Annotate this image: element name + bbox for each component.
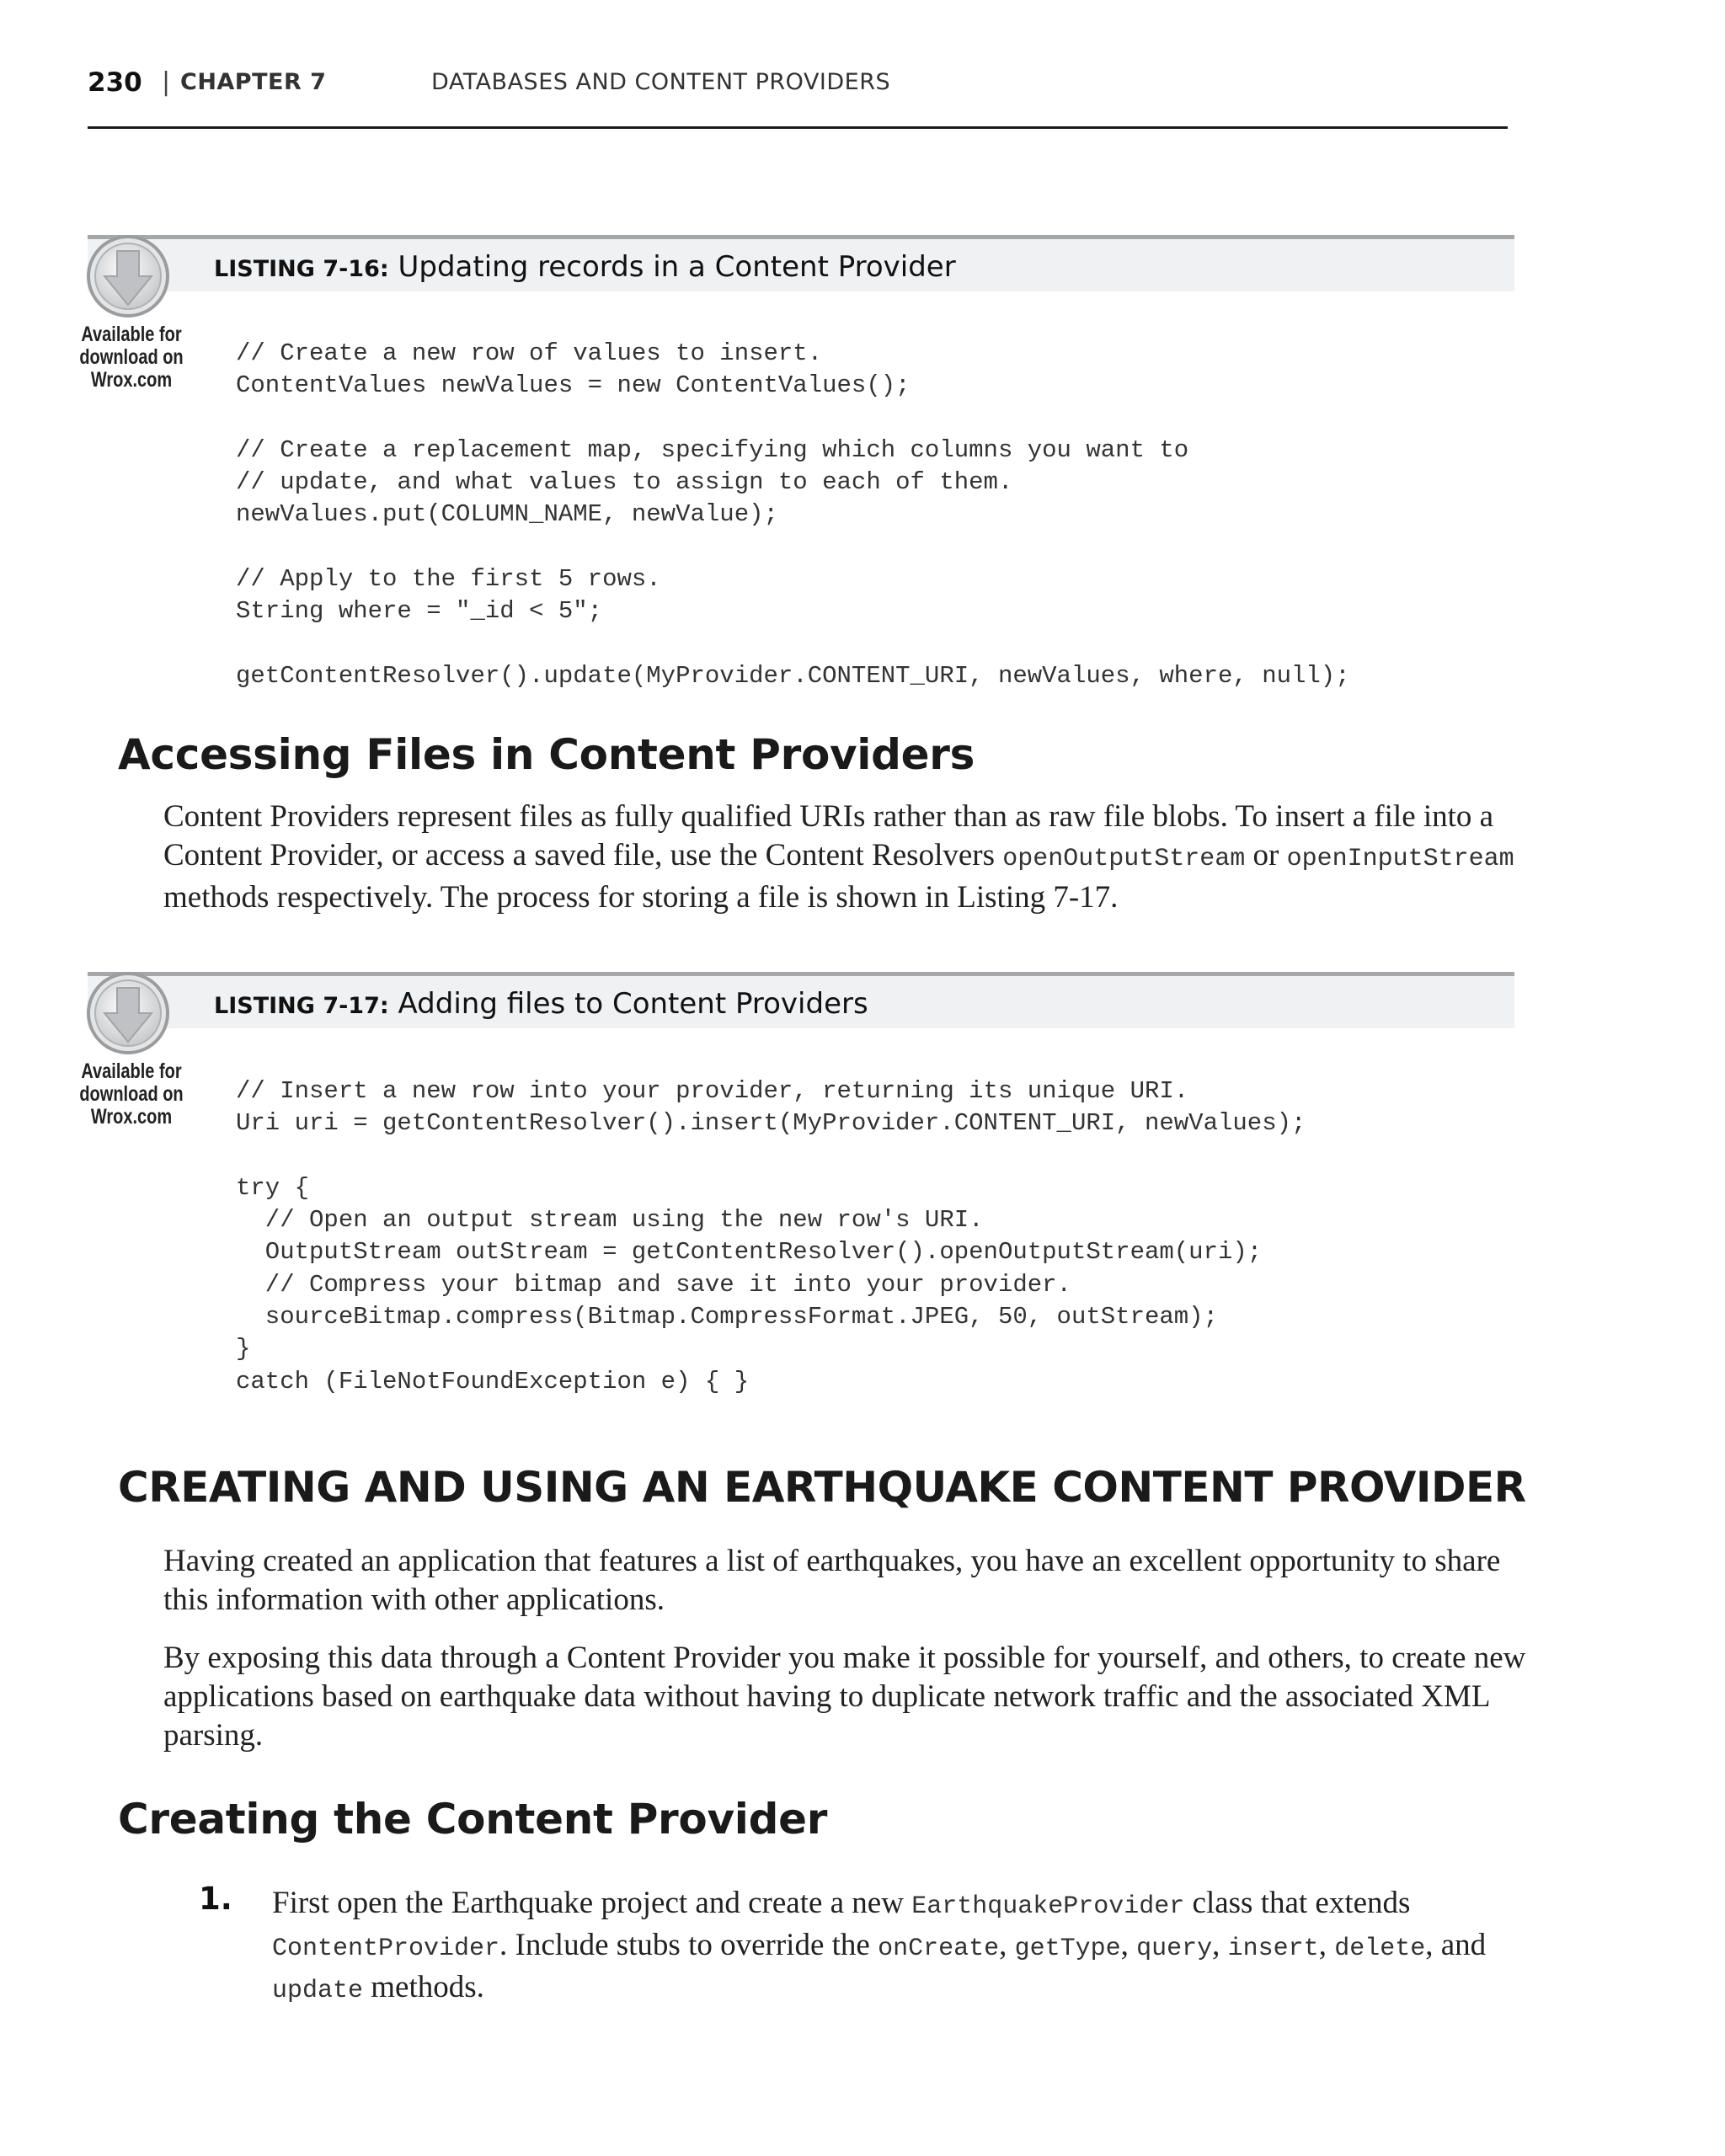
listing-header-7-17 xyxy=(88,972,1514,1028)
download-badge-line: Wrox.com xyxy=(90,1105,173,1129)
header-separator: | xyxy=(162,67,171,97)
paragraph-earthquake-1: Having created an application that features a list of earthquakes, you have an excellent opportunity to share this information with other applications. xyxy=(163,1544,1501,1617)
section-heading-earthquake: CREATING AND USING AN EARTHQUAKE CONTENT PROVIDER xyxy=(118,1463,1526,1512)
listing-number: LISTING 7-17: xyxy=(214,993,389,1019)
listing-title: Adding files to Content Providers xyxy=(398,987,868,1021)
inline-code: onCreate xyxy=(878,1935,1000,1963)
step-number: 1. xyxy=(199,1881,232,1917)
code-listing-7-17: // Insert a new row into your provider, returning its unique URI. Uri uri = getContentResolver().insert(MyProvider.CONTENT_URI, newValues); try { // Open an output stream using the new row's URI. OutputStream outStream = getContentResolver().openOutputStream(uri); // Compress your bitmap and save it into your provider. sourceBitmap.compress(Bitmap.CompressFormat.JPEG, 50, outStream); } catch (FileNotFoundException e) { } xyxy=(236,1077,1306,1396)
paragraph-earthquake-2: By exposing this data through a Content Provider you make it possible for yourself, and others, to create new applications based on earthquake data without having to duplicate network traffic and the associated XML parsing. xyxy=(163,1641,1526,1753)
paragraph-accessing-files: Content Providers represent files as fully qualified URIs rather than as raw file blobs. To insert a file into a Content Provider, or access a saved file, use the Content Resolvers openOutputStream or openInputStream methods respectively. The process for storing a file is shown in Listing 7-17. xyxy=(163,799,1514,915)
chapter-label: CHAPTER 7 xyxy=(180,69,327,95)
inline-code: ContentProvider xyxy=(272,1935,500,1963)
running-header xyxy=(88,64,1508,129)
download-badge-line: download on xyxy=(79,1082,184,1106)
download-arrow-icon xyxy=(86,234,170,318)
download-badge-line: Available for xyxy=(81,1059,182,1083)
download-badge-line: Available for xyxy=(81,323,182,346)
download-arrow-icon xyxy=(86,971,170,1055)
code-listing-7-16: // Create a new row of values to insert. ContentValues newValues = new ContentValues(); // Create a replacement map, specifying which columns you want to // update, and what values to assign to each of them. newValues.put(COLUMN_NAME, newValue); // Apply to the first 5 rows. String where = "_id < 5"; getContentResolver().update(MyProvider.CONTENT_URI, newValues, where, null); xyxy=(236,339,1350,690)
inline-code: openInputStream xyxy=(1286,845,1514,873)
section-heading-accessing-files: Accessing Files in Content Providers xyxy=(118,730,975,779)
inline-code: update xyxy=(272,1977,364,2005)
download-badge-text xyxy=(77,1060,185,1129)
step-text: First open the Earthquake project and create a new EarthquakeProvider class that extends ContentProvider. Include stubs to override the onCreate, getType, query, insert, delete, and update methods. xyxy=(272,1886,1487,2005)
inline-code: openOutputStream xyxy=(1002,845,1246,873)
inline-code: getType xyxy=(1014,1935,1121,1963)
listing-caption xyxy=(214,987,868,1021)
listing-number: LISTING 7-16: xyxy=(214,256,389,282)
listing-title: Updating records in a Content Provider xyxy=(398,250,956,284)
listing-caption xyxy=(214,250,956,284)
inline-code: EarthquakeProvider xyxy=(911,1892,1185,1921)
download-badge-text xyxy=(77,323,185,392)
inline-code: insert xyxy=(1227,1935,1319,1963)
inline-code: delete xyxy=(1334,1935,1426,1963)
inline-code: query xyxy=(1136,1935,1213,1963)
chapter-title: DATABASES AND CONTENT PROVIDERS xyxy=(431,69,891,95)
section-heading-creating-provider: Creating the Content Provider xyxy=(118,1795,828,1844)
page-number: 230 xyxy=(88,67,142,98)
download-badge-line: download on xyxy=(79,345,184,369)
download-badge-line: Wrox.com xyxy=(90,368,173,392)
listing-header-7-16 xyxy=(88,235,1514,291)
